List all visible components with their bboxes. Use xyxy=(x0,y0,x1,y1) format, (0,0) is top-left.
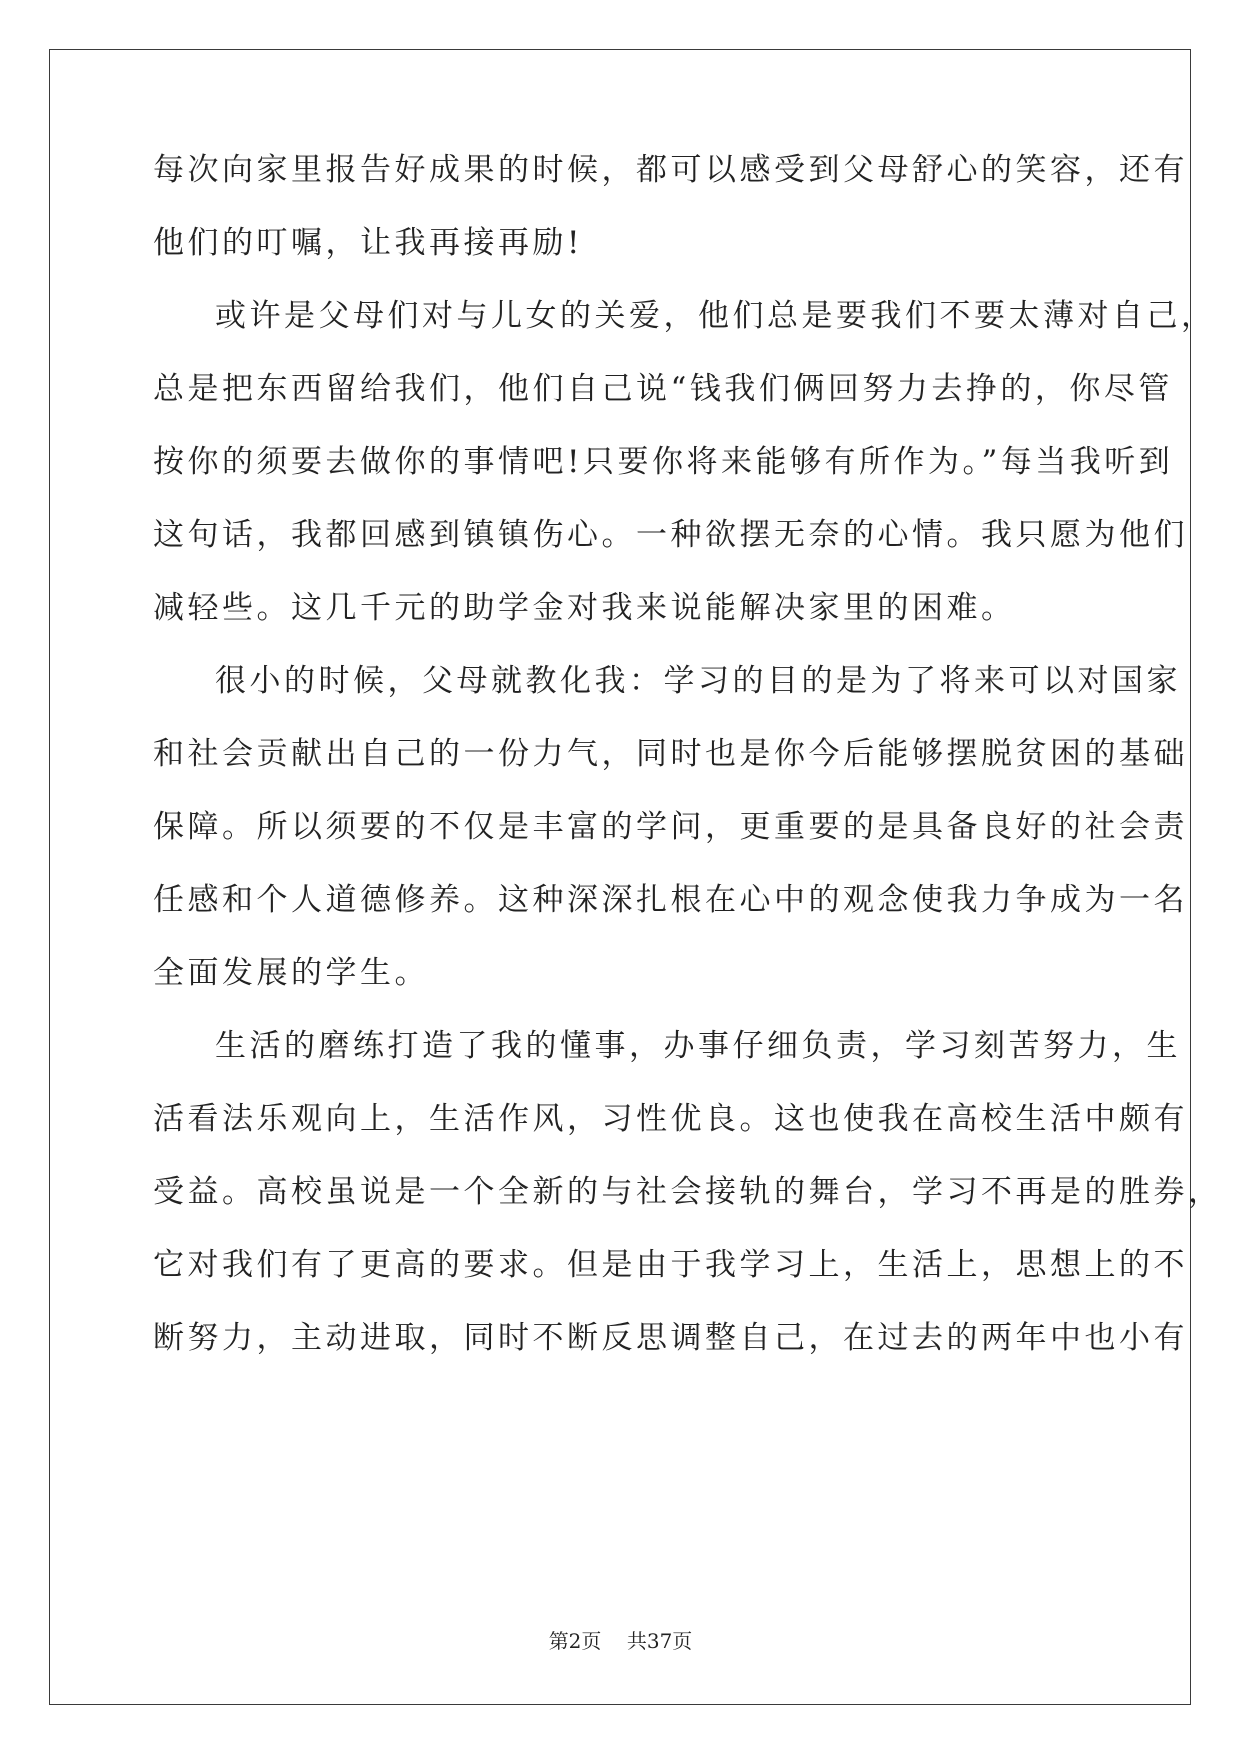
text-line: 按你的须要去做你的事情吧!只要你将来能够有所作为。”每当我听到 xyxy=(153,444,1174,480)
text-line: 活看法乐观向上，生活作风，习性优良。这也使我在高校生活中颇有 xyxy=(153,1101,1188,1137)
text-line: 和社会贡献出自己的一份力气，同时也是你今后能够摆脱贫困的基础 xyxy=(153,736,1188,772)
text-line: 每次向家里报告好成果的时候，都可以感受到父母舒心的笑容，还有 xyxy=(153,152,1188,188)
page-number-footer: 第2页 共37页 xyxy=(548,1629,693,1653)
paragraph-first-line: 很小的时候，父母就教化我：学习的目的是为了将来可以对国家 xyxy=(215,663,1181,699)
text-line: 他们的叮嘱，让我再接再励! xyxy=(153,225,583,261)
text-line: 减轻些。这几千元的助学金对我来说能解决家里的困难。 xyxy=(153,590,1016,626)
text-line: 任感和个人道德修养。这种深深扎根在心中的观念使我力争成为一名 xyxy=(153,882,1188,918)
paragraph-first-line: 生活的磨练打造了我的懂事，办事仔细负责，学习刻苦努力，生 xyxy=(215,1028,1181,1064)
text-line: 总是把东西留给我们，他们自己说“钱我们俩回努力去挣的，你尽管 xyxy=(153,371,1173,407)
text-line: 断努力，主动进取，同时不断反思调整自己，在过去的两年中也小有 xyxy=(153,1320,1188,1356)
text-line: 全面发展的学生。 xyxy=(153,955,429,991)
text-line: 这句话，我都回感到镇镇伤心。一种欲摆无奈的心情。我只愿为他们 xyxy=(153,517,1188,553)
text-line: 受益。高校虽说是一个全新的与社会接轨的舞台，学习不再是的胜券， xyxy=(153,1174,1223,1210)
paragraph-first-line: 或许是父母们对与儿女的关爱，他们总是要我们不要太薄对自己， xyxy=(215,298,1216,334)
text-line: 保障。所以须要的不仅是丰富的学问，更重要的是具备良好的社会责 xyxy=(153,809,1188,845)
text-line: 它对我们有了更高的要求。但是由于我学习上，生活上，思想上的不 xyxy=(153,1247,1188,1283)
